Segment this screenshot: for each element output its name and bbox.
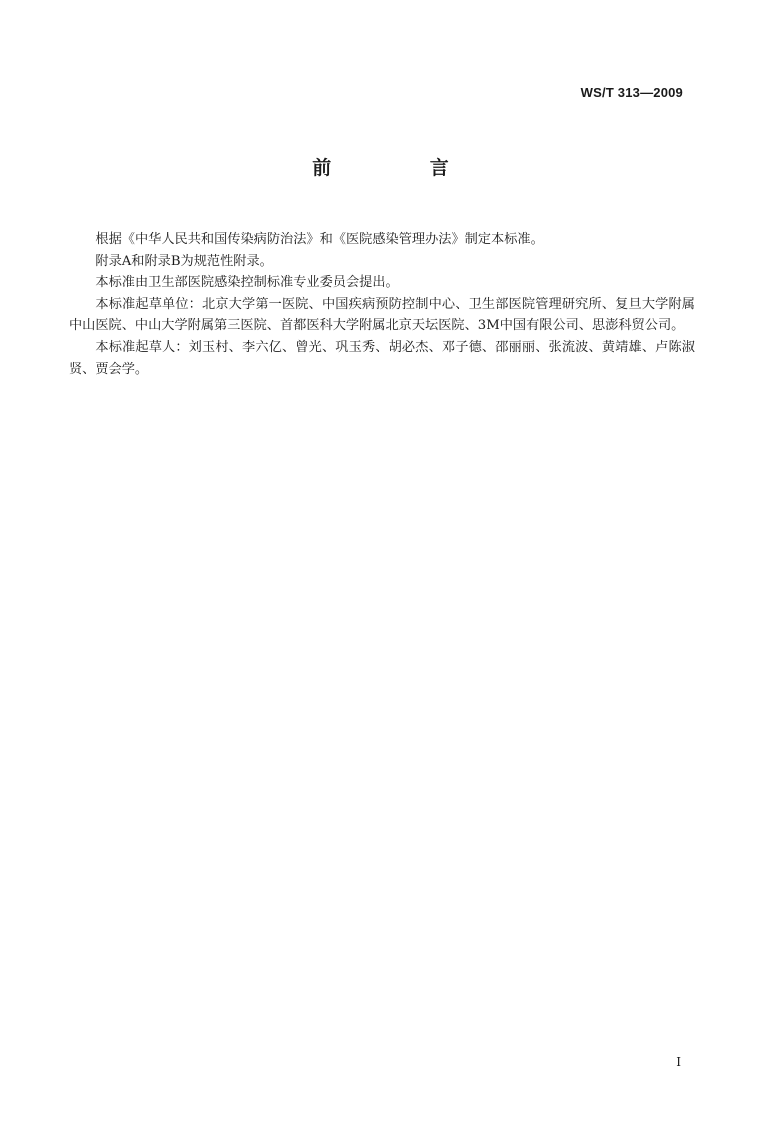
paragraph-drafters: 本标准起草人：刘玉村、李六亿、曾光、巩玉秀、胡必杰、邓子德、邵丽丽、张流波、黄靖雄、卢陈淑贤、贾会学。 (69, 339, 695, 377)
page-title: 前 言 (312, 157, 495, 179)
paragraph-drafting-units: 本标准起草单位：北京大学第一医院、中国疾病预防控制中心、卫生部医院管理研究所、复旦大学附属中山医院、中山大学附属第三医院、首都医科大学附属北京天坛医院、3M中国有限公司、思澎科贸公司。 (69, 296, 695, 334)
standard-code: WS/T 313—2009 (580, 85, 683, 100)
paragraph-proposer: 本标准由卫生部医院感染控制标准专业委员会提出。 (95, 275, 399, 291)
paragraph-appendix: 附录A和附录B为规范性附录。 (95, 253, 273, 269)
page-number: I (676, 1055, 681, 1069)
body-text (69, 229, 695, 380)
paragraph-basis: 根据《中华人民共和国传染病防治法》和《医院感染管理办法》制定本标准。 (95, 232, 544, 247)
